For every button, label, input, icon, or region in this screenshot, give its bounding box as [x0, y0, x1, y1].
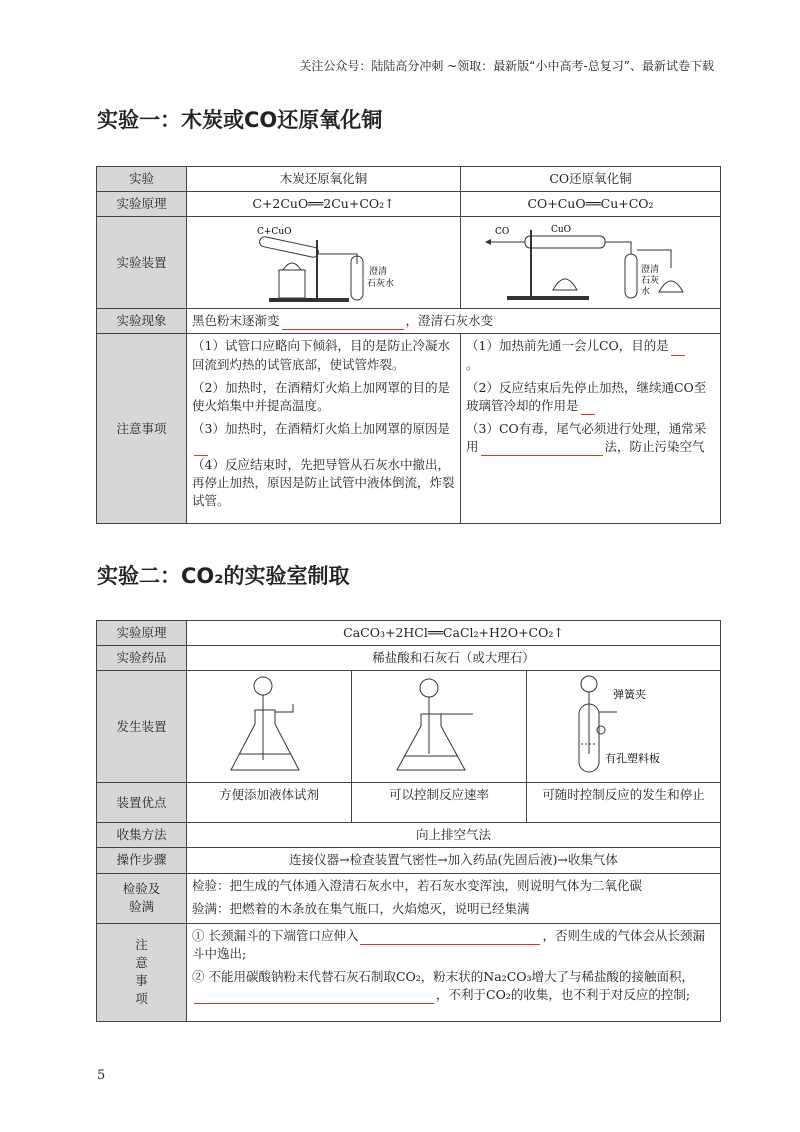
- device-cell-2: [352, 671, 527, 783]
- blank-note-co-1[interactable]: [671, 354, 685, 356]
- s2-notes-label-2: 意: [135, 954, 148, 970]
- notes-co-cell: [461, 334, 721, 524]
- section1-title: 实验一：木炭或CO还原氧化铜: [97, 108, 383, 132]
- advantage-2: 可以控制反应速率: [352, 783, 527, 823]
- fig2-cuo: CuO: [550, 225, 571, 236]
- plate-label: 有孔塑料板: [604, 752, 660, 766]
- notes-charcoal-cell: [187, 334, 461, 524]
- steps-label: 操作步骤: [97, 848, 187, 873]
- device3-figure: [539, 674, 709, 776]
- check-label: [97, 873, 187, 923]
- phenomenon-b: ，澄清石灰水变: [405, 313, 494, 329]
- note-charcoal-2: （2）加热时，在酒精灯火焰上加网罩的目的是使火焰集中并提高温度。: [192, 379, 450, 413]
- fig2-limewater1: 澄清: [640, 265, 659, 276]
- s2-note1-b: ，否则生成的气体会从长颈漏斗中逸出;: [192, 927, 705, 961]
- fig2-limewater3: 水: [640, 287, 650, 298]
- notes-label: 注意事项: [97, 334, 187, 524]
- page-number: 5: [97, 1068, 106, 1083]
- collect: 向上排空气法: [187, 823, 721, 848]
- s2-reagent: 稀盐酸和石灰石（或大理石）: [187, 646, 721, 671]
- principle-label: 实验原理: [97, 192, 187, 217]
- note-charcoal-1: （1）试管口应略向下倾斜，目的是防止冷凝水回流到灼热的试管底部，使试管炸裂。: [192, 338, 450, 372]
- fig1-limewater1: 澄清: [368, 267, 387, 278]
- note-co-3-end: 法，防止污染空气: [604, 439, 705, 454]
- device1-figure: [219, 674, 319, 776]
- blank-s2-note2[interactable]: [194, 1002, 434, 1004]
- s2-notes-label-1: 注: [135, 936, 148, 952]
- check-cell: [187, 873, 721, 923]
- device2-figure: [389, 674, 489, 776]
- advantage-3: 可随时控制反应的发生和停止: [527, 783, 721, 823]
- collect-label: 收集方法: [97, 823, 187, 848]
- note-charcoal-4: （4）反应结束时，先把导管从石灰水中撤出，再停止加热，原因是防止试管中液体倒流，炸裂试管。: [192, 457, 455, 509]
- full-text: 验满：把燃着的木条放在集气瓶口，火焰熄灭，说明已经集满: [192, 900, 530, 916]
- page-header: 关注公众号：陆陆高分冲刺 ~领取：最新版“小中高考-总复习”、最新试卷下载: [299, 59, 714, 73]
- principle-charcoal: C+2CuO══2Cu+CO₂↑: [187, 192, 461, 217]
- s2-principle: CaCO₃+2HCl══CaCl₂+H2O+CO₂↑: [187, 621, 721, 646]
- col-label: 实验: [97, 167, 187, 192]
- co-apparatus-figure: [481, 220, 701, 304]
- s2-principle-label: 实验原理: [97, 621, 187, 646]
- note-co-2: （2）反应结束后先停止加热，继续通CO至玻璃管冷却的作用是: [466, 379, 707, 413]
- s2-note1-a: ① 长颈漏斗的下端管口应伸入: [192, 927, 359, 943]
- fig2-co: CO: [494, 227, 509, 238]
- advantage-label: 装置优点: [97, 783, 187, 823]
- phenomenon-cell: [187, 309, 721, 334]
- phenomenon-label: 实验现象: [97, 309, 187, 334]
- blank-phenomenon-1[interactable]: [282, 328, 404, 330]
- blank-note-co-2[interactable]: [581, 413, 595, 415]
- note-co-3: （3）CO有毒，尾气必须进行处理，通常采用: [466, 420, 707, 454]
- note-co-1-end: 。: [466, 356, 479, 372]
- check-label-1: 检验及: [122, 880, 161, 896]
- principle-co: CO+CuO══Cu+CO₂: [461, 192, 721, 217]
- s2-note2-b: ，不利于CO₂的收集，也不利于对反应的控制;: [436, 986, 691, 1002]
- s2-reagent-label: 实验药品: [97, 646, 187, 671]
- device-cell-3: [527, 671, 721, 783]
- s2-notes-label: [97, 923, 187, 1021]
- steps: 连接仪器→检查装置气密性→加入药品(先固后液)→收集气体: [187, 848, 721, 873]
- check-text: 检验：把生成的气体通入澄清石灰水中，若石灰水变浑浊，则说明气体为二氧化碳: [192, 877, 643, 893]
- col-co: CO还原氧化铜: [461, 167, 721, 192]
- apparatus-charcoal-cell: [187, 217, 461, 309]
- device-cell-1: [187, 671, 352, 783]
- table-experiment1: [96, 166, 721, 524]
- charcoal-apparatus-figure: [239, 220, 409, 304]
- table-experiment2: [96, 620, 721, 1022]
- fig2-limewater2: 石灰: [640, 276, 659, 287]
- s2-notes-label-4: 项: [135, 991, 148, 1007]
- s2-notes-label-3: 事: [135, 973, 148, 988]
- advantage-1: 方便添加液体试剂: [187, 783, 352, 823]
- apparatus-label: 实验装置: [97, 217, 187, 309]
- s2-notes-cell: [187, 923, 721, 1021]
- col-charcoal: 木炭还原氧化铜: [187, 167, 461, 192]
- fig1-limewater2: 石灰水: [366, 279, 394, 290]
- clamp-label: 弹簧夹: [612, 688, 646, 702]
- note-charcoal-3: （3）加热时，在酒精灯火焰上加网罩的原因是: [192, 420, 450, 436]
- note-co-1: （1）加热前先通一会儿CO，目的是: [466, 338, 669, 354]
- check-label-2: 验满: [128, 899, 154, 914]
- s2-note2-a: ② 不能用碳酸钠粉末代替石灰石制取CO₂，粉末状的Na₂CO₃增大了与稀盐酸的接触面积，: [192, 968, 695, 984]
- fig1-tube-label: C+CuO: [256, 227, 291, 238]
- apparatus-co-cell: [461, 217, 721, 309]
- section2-title: 实验二：CO₂的实验室制取: [97, 564, 350, 588]
- device-label: 发生装置: [97, 671, 187, 783]
- blank-note-co-3[interactable]: [481, 454, 603, 456]
- blank-s2-note1[interactable]: [360, 943, 540, 945]
- phenomenon-a: 黑色粉末逐渐变: [192, 313, 280, 329]
